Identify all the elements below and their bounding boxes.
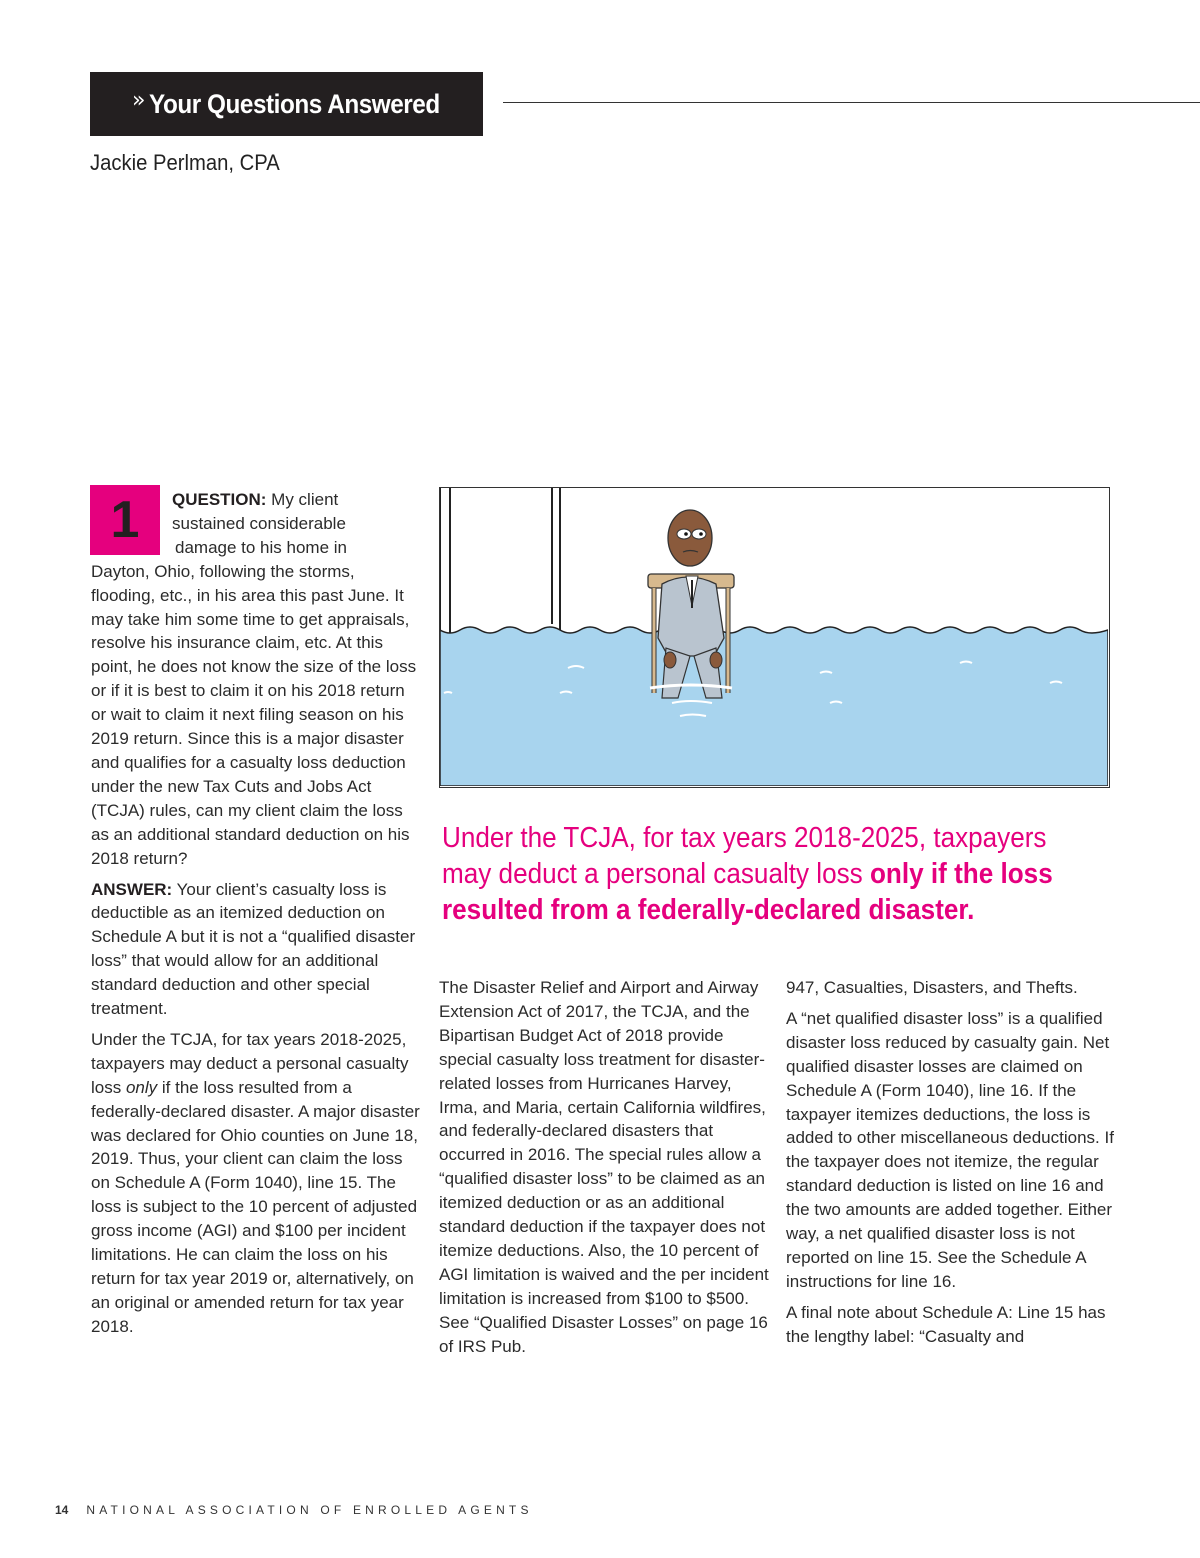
section-title: Your Questions Answered — [149, 88, 441, 119]
section-header — [90, 72, 483, 136]
question-paragraph: QUESTION: My client sustained considerable damage to his home in Dayton, Ohio, following the storms, flooding, etc., in his area this past June. It may take him some time to get appraisals, resolve his insurance claim, etc. At this point, he does not know the size of the loss or if it is best to claim it on his 2018 return or wait to claim it next filing season on his 2019 return. Since this is a major disaster and qualifies for a casualty loss deduction under the new Tax Cuts and Jobs Act (TCJA) rules, can my client claim the loss as an additional standard deduction on his 2018 return? — [91, 490, 417, 868]
answer-label: ANSWER: — [91, 879, 173, 899]
pull-quote: Under the TCJA, for tax years 2018-2025, taxpayers may deduct a personal casualty loss only if the loss resulted from a federally-declared disaster. — [442, 822, 1053, 926]
page-footer — [55, 1503, 533, 1517]
question-number-badge: 1 — [90, 485, 160, 555]
body-paragraph: A “net qualified disaster loss” is a qualified disaster loss reduced by casualty gain. Net qualified disaster losses are claimed on Schedule A (Form 1040), line 16. If the taxpayer itemizes deductions, the loss is added to other miscellaneous deductions. If the taxpayer does not itemize, the regular standard deduction is listed on line 16 and the two amounts are added together. Either way, a net qualified disaster loss is not reported on line 15. See the Schedule A instructions for line 16. — [786, 1008, 1114, 1291]
publication-name: NATIONAL ASSOCIATION OF ENROLLED AGENTS — [86, 1503, 533, 1517]
author-byline: Jackie Perlman, CPA — [90, 150, 280, 175]
body-paragraph: The Disaster Relief and Airport and Airway Extension Act of 2017, the TCJA, and the Bipartisan Budget Act of 2018 provide special casualty loss treatment for disaster-related losses from Hurricanes Harvey, Irma, and Maria, certain California wildfires, and federally-declared disasters that occurred in 2016. The special rules allow a “qualified disaster loss” to be claimed as an itemized deduction or as an additional standard deduction if the taxpayer does not itemize deductions. Also, the 10 percent of AGI limitation is waived and the per incident limitation is increased from $100 to $500. See “Qualified Disaster Losses” on page 16 of IRS Pub. — [439, 978, 769, 1356]
column-3 — [786, 976, 1116, 1356]
question-label: QUESTION: — [172, 490, 267, 509]
body-paragraph: A final note about Schedule A: Line 15 has the lengthy label: “Casualty and — [786, 1302, 1106, 1346]
flood-cartoon-svg — [440, 488, 1108, 786]
column-1 — [91, 488, 421, 1346]
answer-paragraph-2: Under the TCJA, for tax years 2018-2025, taxpayers may deduct a personal casualty loss only if the loss resulted from a federally-declared disaster. A major disaster was declared for Ohio counties on June 18, 2019. Thus, your client can claim the loss on Schedule A (Form 1040), line 15. The loss is subject to the 10 percent of adjusted gross income (AGI) and $100 per incident limitations. He can claim the loss on his return for tax year 2019 or, alternatively, on an original or amended return for tax year 2018. — [91, 1029, 420, 1336]
flood-cartoon-illustration — [439, 487, 1110, 788]
page-number: 14 — [55, 1503, 69, 1517]
answer-paragraph: ANSWER: Your client’s casualty loss is deductible as an itemized deduction on Schedule A but it is not a “qualified disaster loss” that would allow for an additional standard deduction and other special treatment. — [91, 879, 416, 1019]
column-2 — [439, 976, 769, 1366]
chevron-right-icon: » — [132, 87, 146, 113]
header-divider — [503, 102, 1200, 103]
body-paragraph: 947, Casualties, Disasters, and Thefts. — [786, 978, 1078, 997]
